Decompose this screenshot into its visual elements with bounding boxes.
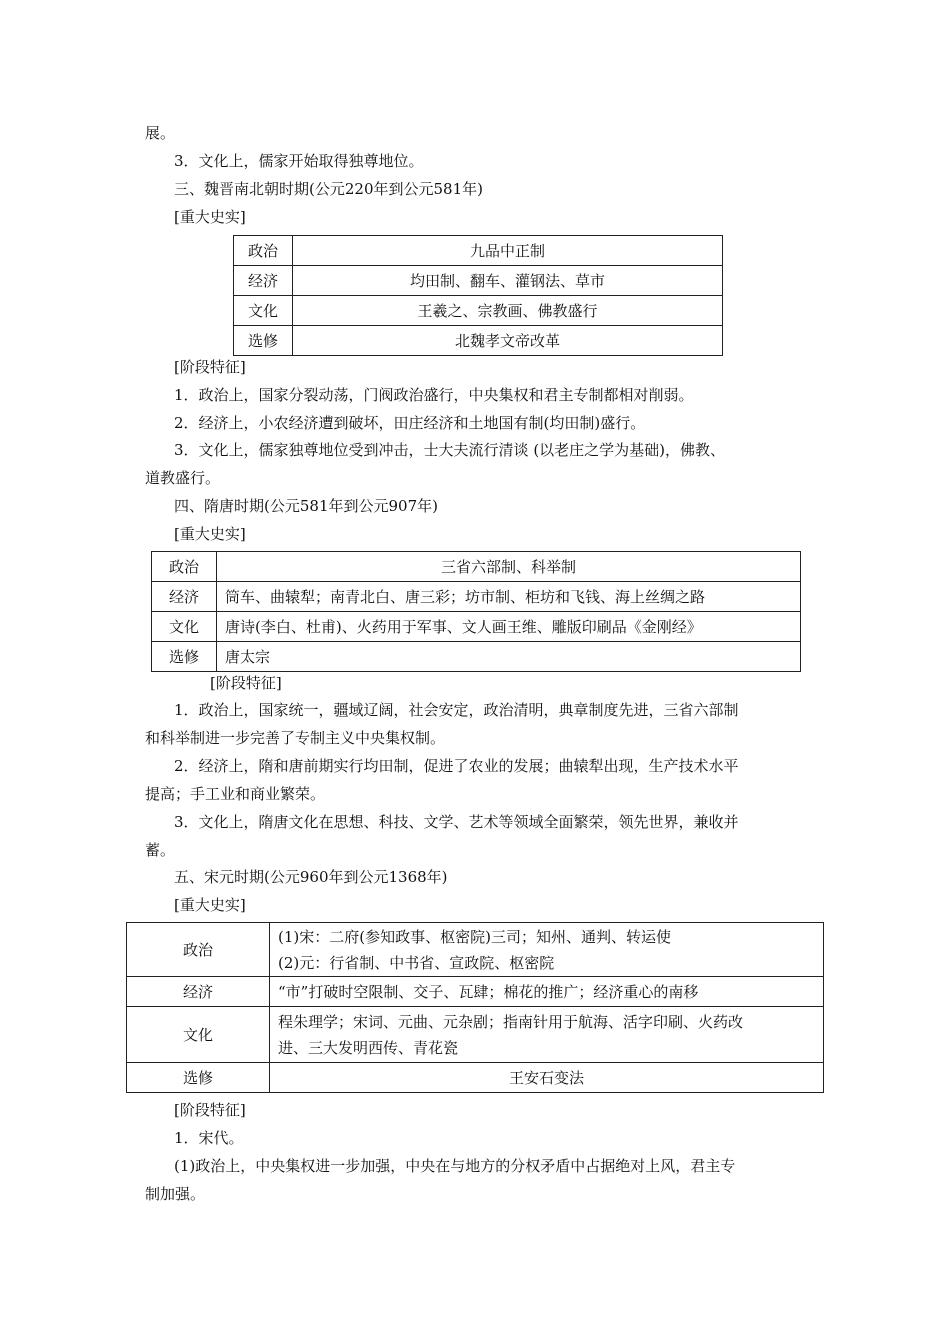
table-row	[127, 1007, 824, 1063]
paragraph: 制加强。	[145, 1185, 206, 1203]
row-content-line: (2)元：行省制、中书省、宣政院、枢密院	[278, 953, 555, 972]
paragraph: 2．经济上，隋和唐前期实行均田制，促进了农业的发展；曲辕犁出现，生产技术水平	[174, 757, 739, 775]
paragraph: 3．文化上，隋唐文化在思想、科技、文学、艺术等领域全面繁荣，领先世界，兼收并	[174, 813, 739, 831]
row-content	[270, 923, 824, 977]
row-content: “市”打破时空限制、交子、瓦肆；棉花的推广；经济重心的南移	[270, 977, 824, 1007]
features-heading: [阶段特征]	[174, 358, 246, 376]
row-content: 均田制、翻车、灌钢法、草市	[293, 266, 723, 296]
row-label: 选修	[127, 1063, 270, 1093]
paragraph: 道教盛行。	[145, 469, 221, 487]
table-row	[127, 977, 824, 1007]
row-label: 选修	[234, 326, 293, 356]
row-label: 选修	[152, 642, 217, 672]
table-row	[234, 326, 723, 356]
section-title-suitang: 四、隋唐时期(公元581年到公元907年)	[174, 497, 438, 515]
row-content: 北魏孝文帝改革	[293, 326, 723, 356]
table-row	[152, 552, 801, 582]
row-label: 经济	[234, 266, 293, 296]
row-label: 经济	[152, 582, 217, 612]
songyuan-facts-table	[126, 922, 824, 1093]
paragraph-continuation: 展。	[145, 124, 176, 142]
table-row	[152, 642, 801, 672]
table-row	[127, 923, 824, 977]
row-content-line: (1)宋：二府(参知政事、枢密院)三司；知州、通判、转运使	[278, 927, 671, 946]
table-row	[152, 612, 801, 642]
paragraph: 和科举制进一步完善了专制主义中央集权制。	[145, 729, 446, 747]
row-label: 经济	[127, 977, 270, 1007]
paragraph: 2．经济上，小农经济遭到破坏，田庄经济和土地国有制(均田制)盛行。	[174, 414, 646, 432]
row-content-line: 程朱理学；宋词、元曲、元杂剧；指南针用于航海、活字印刷、火药改	[278, 1012, 744, 1031]
row-content: 筒车、曲辕犁；南青北白、唐三彩；坊市制、柜坊和飞钱、海上丝绸之路	[217, 582, 801, 612]
table-row	[152, 582, 801, 612]
row-label: 政治	[127, 923, 270, 977]
table-row	[234, 296, 723, 326]
paragraph: 3．文化上，儒家独尊地位受到冲击，士大夫流行清谈 (以老庄之学为基础)，佛教、	[174, 441, 726, 459]
table-row	[234, 236, 723, 266]
paragraph: 提高；手工业和商业繁荣。	[145, 785, 326, 803]
section-title-songyuan: 五、宋元时期(公元960年到公元1368年)	[174, 868, 448, 886]
facts-heading: [重大史实]	[174, 208, 246, 226]
features-heading: [阶段特征]	[174, 1101, 246, 1119]
suitang-facts-table	[151, 551, 801, 672]
table-row	[127, 1063, 824, 1093]
paragraph: 蓄。	[145, 841, 176, 859]
row-content: 王羲之、宗教画、佛教盛行	[293, 296, 723, 326]
row-label: 政治	[234, 236, 293, 266]
row-label: 文化	[127, 1007, 270, 1063]
paragraph-culture: 3．文化上，儒家开始取得独尊地位。	[174, 152, 424, 170]
facts-heading: [重大史实]	[174, 525, 246, 543]
row-content: 三省六部制、科举制	[217, 552, 801, 582]
paragraph: (1)政治上，中央集权进一步加强，中央在与地方的分权矛盾中占据绝对上风，君主专	[174, 1157, 736, 1175]
weijin-facts-table	[233, 235, 723, 356]
row-label: 政治	[152, 552, 217, 582]
paragraph: 1．政治上，国家统一，疆域辽阔，社会安定，政治清明，典章制度先进，三省六部制	[174, 701, 739, 719]
row-content-line: 进、三大发明西传、青花瓷	[278, 1038, 459, 1057]
row-content: 唐太宗	[217, 642, 801, 672]
subheading-song: 1．宋代。	[174, 1129, 244, 1147]
row-label: 文化	[152, 612, 217, 642]
row-content	[270, 1007, 824, 1063]
row-content: 王安石变法	[270, 1063, 824, 1093]
features-heading: [阶段特征]	[210, 674, 282, 692]
paragraph: 1．政治上，国家分裂动荡，门阀政治盛行，中央集权和君主专制都相对削弱。	[174, 386, 694, 404]
section-title-weijin: 三、魏晋南北朝时期(公元220年到公元581年)	[174, 180, 483, 198]
row-content: 唐诗(李白、杜甫)、火药用于军事、文人画王维、雕版印刷品《金刚经》	[217, 612, 801, 642]
facts-heading: [重大史实]	[174, 896, 246, 914]
table-row	[234, 266, 723, 296]
row-label: 文化	[234, 296, 293, 326]
row-content: 九品中正制	[293, 236, 723, 266]
